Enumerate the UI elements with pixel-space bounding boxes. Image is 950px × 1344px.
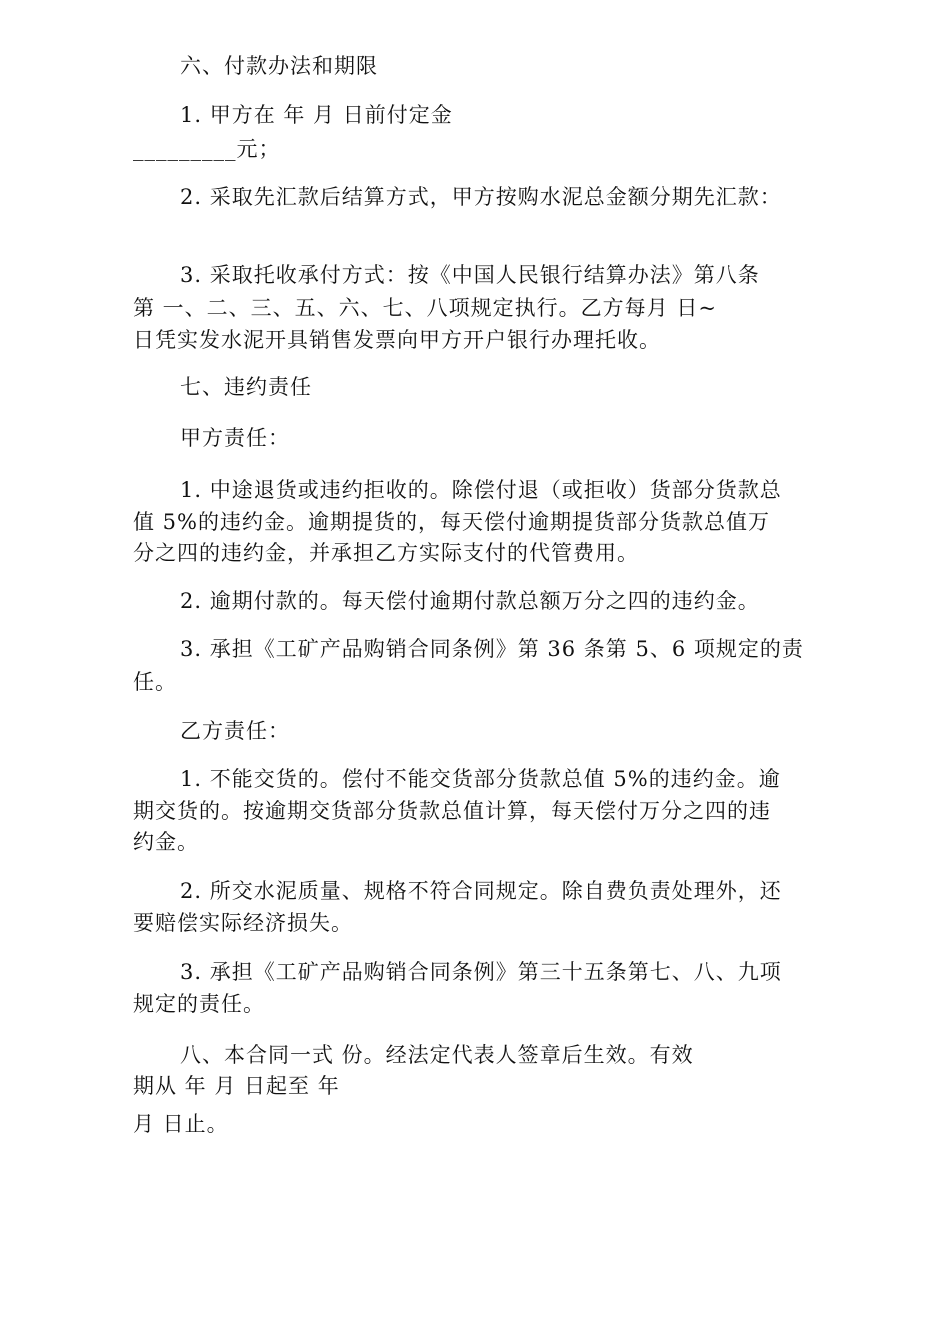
payment-clause-3-line-1: 3. 采取托收承付方式：按《中国人民银行结算办法》第八条: [180, 263, 760, 287]
party-a-clause-3-line-1: 3. 承担《工矿产品购销合同条例》第 36 条第 5、6 项规定的责: [180, 637, 804, 661]
section-six-heading: 六、付款办法和期限: [180, 54, 378, 78]
party-b-clause-1-line-3: 约金。: [133, 830, 199, 854]
payment-clause-3-line-2: 第 一、二、三、五、六、七、八项规定执行。乙方每月 日~: [133, 296, 717, 320]
section-eight-line-2: 期从 年 月 日起至 年: [133, 1074, 340, 1098]
party-a-responsibility-heading: 甲方责任：: [180, 426, 290, 450]
payment-clause-1-line-1: 1. 甲方在 年 月 日前付定金: [180, 103, 453, 127]
party-b-clause-3-line-1: 3. 承担《工矿产品购销合同条例》第三十五条第七、八、九项: [180, 960, 782, 984]
party-b-clause-2-line-2: 要赔偿实际经济损失。: [133, 911, 353, 935]
party-b-responsibility-heading: 乙方责任：: [180, 719, 290, 743]
party-a-clause-1-line-2: 值 5%的违约金。逾期提货的，每天偿付逾期提货部分货款总值万: [133, 510, 770, 534]
party-a-clause-1-line-3: 分之四的违约金，并承担乙方实际支付的代管费用。: [133, 541, 639, 565]
party-b-clause-1-line-2: 期交货的。按逾期交货部分货款总值计算，每天偿付万分之四的违: [133, 799, 771, 823]
party-a-clause-1-line-1: 1. 中途退货或违约拒收的。除偿付退（或拒收）货部分货款总: [180, 478, 782, 502]
party-b-clause-2-line-1: 2. 所交水泥质量、规格不符合同规定。除自费负责处理外，还: [180, 879, 782, 903]
section-eight-line-3: 月 日止。: [133, 1112, 229, 1136]
party-b-clause-1-line-1: 1. 不能交货的。偿付不能交货部分货款总值 5%的违约金。逾: [180, 767, 781, 791]
payment-clause-2: 2. 采取先汇款后结算方式，甲方按购水泥总金额分期先汇款：: [180, 185, 782, 209]
payment-clause-3-line-3: 日凭实发水泥开具销售发票向甲方开户银行办理托收。: [133, 328, 661, 352]
payment-clause-1-line-2: _________元；: [133, 137, 281, 161]
section-seven-heading: 七、违约责任: [180, 375, 312, 399]
section-eight-line-1: 八、本合同一式 份。经法定代表人签章后生效。有效: [180, 1043, 694, 1067]
party-a-clause-2: 2. 逾期付款的。每天偿付逾期付款总额万分之四的违约金。: [180, 589, 760, 613]
party-b-clause-3-line-2: 规定的责任。: [133, 992, 265, 1016]
party-a-clause-3-line-2: 任。: [133, 670, 177, 694]
